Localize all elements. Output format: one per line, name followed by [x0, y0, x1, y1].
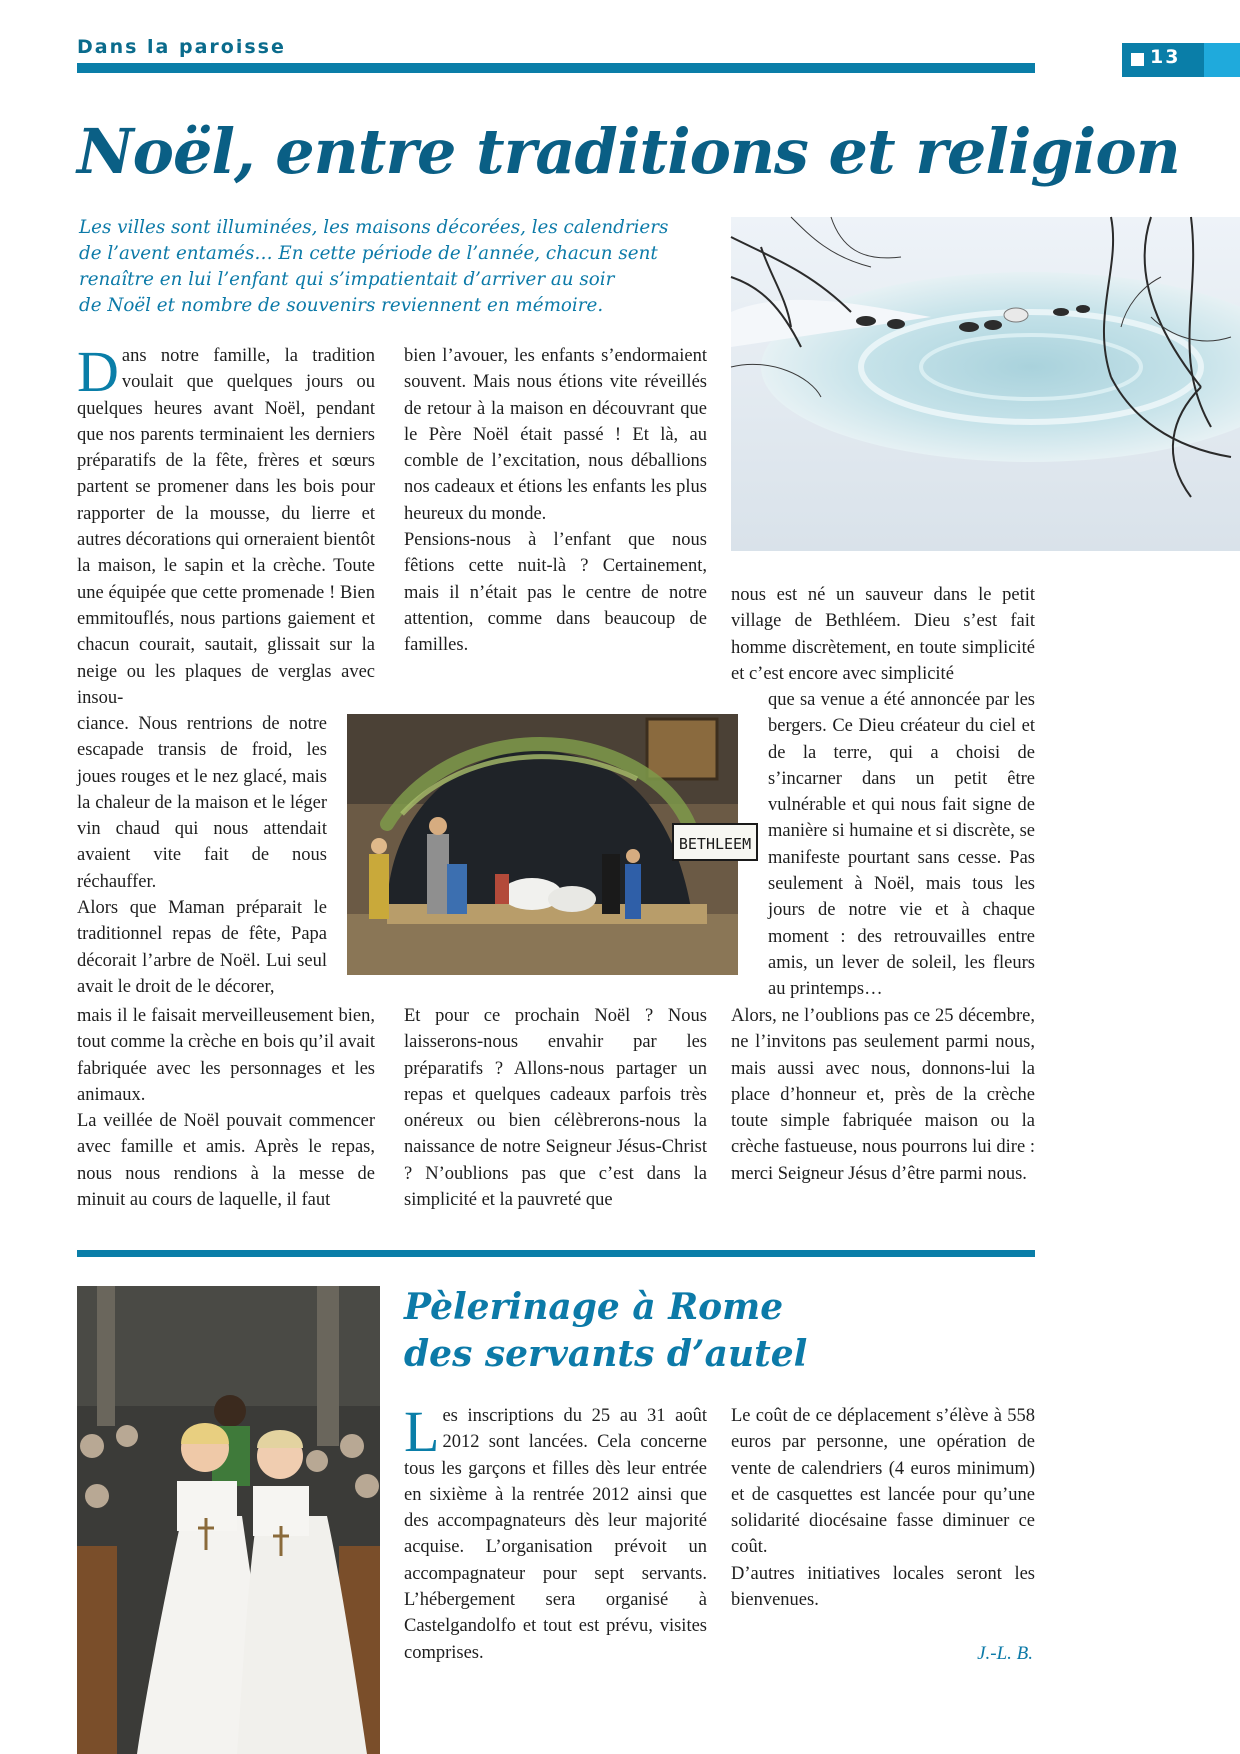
- paragraph-text: bien l’avouer, les enfants s’endormaient souvent. Mais nous étions vite réveillés de retour à la maison en découvrant que le Père Noël était passé ! Et là, au comble de l’excitation, nous déballions nos cadeaux et étions les enfants les plus heureux du monde.: [404, 346, 707, 524]
- paragraph-text: que sa venue a été annoncée par les bergers. Ce Dieu créateur du ciel et de la terre, qui a choisi de s’incarner dans un petit être vulnérable et qui nous fait signe de manière si humaine et si discrète, se manifeste pourtant sans cesse. Pas seulement à Noël, mais tous les jours de notre vie et à chaque moment : des retrouvailles entre amis, un lever de soleil, les fleurs au printemps…: [768, 690, 1035, 1000]
- paragraph-text: es inscriptions du 25 au 31 août 2012 sont lancées. Cela concerne tous les garçons et filles dès leur entrée en sixième à la rentrée 2012 ainsi que des accompagnateurs dès leur majorité acquise. L’organisation prévoit un accompagnateur pour sept servants. L’hébergement sera organisé à Castelgandolfo et tout est prévu, visites comprises.: [404, 1406, 707, 1663]
- article-intro: [79, 215, 699, 319]
- drop-cap: L: [404, 1399, 440, 1464]
- square-icon: [1131, 53, 1144, 66]
- article1-column1-bottom: [77, 1003, 375, 1213]
- intro-line: de Noël et nombre de souvenirs reviennent en mémoire.: [79, 295, 604, 316]
- paragraph-text: nous est né un sauveur dans le petit village de Bethléem. Dieu s’est fait homme discrètement, en toute simplicité et c’est encore avec simplicité: [731, 585, 1035, 684]
- article2-title-line2: des servants d’autel: [404, 1333, 808, 1375]
- paragraph-text: mais il le faisait merveilleusement bien, tout comme la crèche en bois qu’il avait fabriquée avec les personnages et les animaux.: [77, 1006, 375, 1105]
- paragraph: [77, 339, 375, 711]
- page-number: 13: [1150, 46, 1181, 68]
- page-tab-edge: [1204, 43, 1240, 77]
- bethleem-sign: BETHLEEM: [678, 835, 752, 853]
- article1-column1-wrap: [77, 711, 327, 1000]
- intro-line: de l’avent entamés… En cette période de l’année, chacun sent: [79, 243, 658, 264]
- section-label: Dans la paroisse: [77, 36, 286, 58]
- paragraph-text: Et pour ce prochain Noël ? Nous laisserons-nous envahir par les préparatifs ? Allons-nous partager un repas et quelques cadeaux parfois très onéreux ou bien célèbrerons-nous la naissance de notre Seigneur Jésus-Christ ? N’oublions pas que c’est dans la simplicité et la pauvreté que: [404, 1006, 707, 1211]
- article1-column3-bottom: [731, 1003, 1035, 1187]
- drop-cap: D: [77, 339, 119, 404]
- article2-column1: [404, 1399, 707, 1666]
- article1-column3: [731, 582, 1035, 687]
- section-divider: [77, 1250, 1035, 1257]
- header-rule: [77, 63, 1035, 73]
- paragraph-text: Le coût de ce déplacement s’élève à 558 euros par personne, une opération de vente de calendriers (4 euros minimum) et de casquettes est lancée pour qu’une solidarité diocésaine fasse diminuer ce coût.: [731, 1406, 1035, 1558]
- paragraph-text: Alors que Maman préparait le traditionnel repas de fête, Papa décorait l’arbre de Noël. Lui seul avait le droit de le décorer,: [77, 898, 327, 997]
- intro-line: Les villes sont illuminées, les maisons décorées, les calendriers: [79, 217, 669, 238]
- paragraph-text: Pensions-nous à l’enfant que nous fêtions cette nuit-là ? Certainement, mais il n’était pas le centre de notre attention, comme dans beaucoup de familles.: [404, 530, 707, 656]
- article1-column3-wrap: [768, 687, 1035, 1003]
- article1-column2-bottom: [404, 1003, 707, 1213]
- winter-pond-photo: [731, 217, 1240, 551]
- article2-title-line1: Pèlerinage à Rome: [404, 1286, 784, 1328]
- paragraph-text: D’autres initiatives locales seront les bienvenues.: [731, 1563, 1035, 1611]
- article-title: Noël, entre traditions et religion: [77, 115, 1180, 188]
- paragraph-text: La veillée de Noël pouvait commencer avec famille et amis. Après le repas, nous nous rendions à la messe de minuit au cours de laquelle, il faut: [77, 1111, 375, 1211]
- paragraph-text: ciance. Nous rentrions de notre escapade transis de froid, les joues rouges et le nez glacé, mais la chaleur de la maison et le léger vin chaud qui nous attendait avaient vite fait de nous réchauffer.: [77, 714, 327, 892]
- article2-column2: [731, 1403, 1035, 1613]
- author-signature: J.-L. B.: [977, 1643, 1033, 1664]
- paragraph-text: Alors, ne l’oublions pas ce 25 décembre, ne l’invitons pas seulement parmi nous, mais aussi avec nous, donnons-lui la place d’honneur et, près de la crèche toute simple fabriquée maison ou la crèche fastueuse, nous pourrons lui dire : merci Seigneur Jésus d’être parmi nous.: [731, 1006, 1035, 1184]
- article1-column2: [404, 343, 707, 659]
- paragraph-text: ans notre famille, la tradition voulait que quelques jours ou quelques heures avant Noël, pendant que nos parents terminaient les derniers préparatifs de la fête, frères et sœurs partent se promener dans les bois pour rapporter de la mousse, du lierre et autres décorations qui orneraient bientôt la maison, le sapin et la crèche. Toute une équipée que cette promenade ! Bien emmitouflés, nous partions gaiement et chacun courait, sautait, glissait sur la neige ou les plaques de verglas avec insou-: [77, 346, 375, 708]
- altar-servers-photo: [77, 1286, 380, 1754]
- intro-line: renaître en lui l’enfant qui s’impatientait d’arriver au soir: [79, 269, 615, 290]
- article1-column1: [77, 339, 375, 711]
- paragraph: [404, 1399, 707, 1666]
- nativity-scene-photo: [347, 714, 752, 975]
